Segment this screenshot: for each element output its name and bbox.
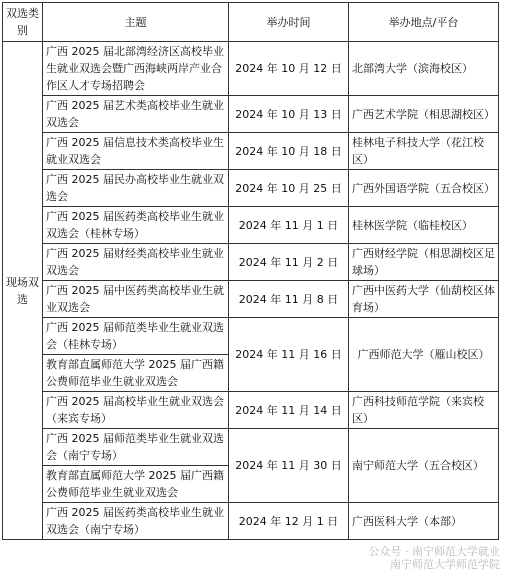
topic-cell: 广西 2025 届艺术类高校毕业生就业双选会 [43, 96, 229, 133]
header-date: 举办时间 [229, 3, 349, 42]
topic-cell: 广西 2025 届师范类毕业生就业双选会（桂林专场） [43, 318, 229, 355]
venue-cell: 南宁师范大学（五合校区） [349, 429, 499, 503]
topic-cell: 广西 2025 届中医药类高校毕业生就业双选会 [43, 281, 229, 318]
venue-cell: 桂林医学院（临桂校区） [349, 207, 499, 244]
venue-cell: 广西医科大学（本部） [349, 503, 499, 540]
date-cell: 2024 年 10 月 18 日 [229, 133, 349, 170]
watermark [369, 545, 501, 571]
topic-cell: 广西 2025 届北部湾经济区高校毕业生就业双选会暨广西海峡两岸产业合作区人才专场招聘会 [43, 42, 229, 96]
table-row [3, 170, 499, 207]
header-topic: 主题 [43, 3, 229, 42]
topic-cell: 广西 2025 届医药类高校毕业生就业双选会（桂林专场） [43, 207, 229, 244]
table-row [3, 207, 499, 244]
header-row [3, 3, 499, 42]
date-cell: 2024 年 11 月 16 日 [229, 318, 349, 392]
date-cell: 2024 年 11 月 30 日 [229, 429, 349, 503]
date-cell: 2024 年 11 月 2 日 [229, 244, 349, 281]
topic-cell: 广西 2025 届高校毕业生就业双选会（来宾专场） [43, 392, 229, 429]
topic-cell: 广西 2025 届财经类高校毕业生就业双选会 [43, 244, 229, 281]
table-row [3, 318, 499, 355]
topic-cell: 教育部直属师范大学 2025 届广西籍公费师范毕业生就业双选会 [43, 466, 229, 503]
watermark-line1: 公众号 · 南宁师范大学就业 [368, 545, 500, 558]
table-row [3, 244, 499, 281]
venue-cell: 广西师范大学（雁山校区） [349, 318, 499, 392]
venue-cell: 广西科技师范学院（来宾校区） [349, 392, 499, 429]
date-cell: 2024 年 10 月 13 日 [229, 96, 349, 133]
table-row [3, 503, 499, 540]
venue-cell: 广西外国语学院（五合校区） [349, 170, 499, 207]
topic-cell: 教育部直属师范大学 2025 届广西籍公费师范毕业生就业双选会 [43, 355, 229, 392]
watermark-line2: 南宁师范大学师范学院 [390, 558, 500, 571]
table-row [3, 96, 499, 133]
header-category: 双选类别 [3, 3, 43, 42]
events-table [2, 2, 499, 540]
table-row [3, 42, 499, 96]
topic-cell: 广西 2025 届信息技术类高校毕业生就业双选会 [43, 133, 229, 170]
date-cell: 2024 年 11 月 8 日 [229, 281, 349, 318]
table-row [3, 281, 499, 318]
date-cell: 2024 年 11 月 1 日 [229, 207, 349, 244]
topic-cell: 广西 2025 届师范类毕业生就业双选会（南宁专场） [43, 429, 229, 466]
venue-cell: 桂林电子科技大学（花江校区） [349, 133, 499, 170]
table-row [3, 392, 499, 429]
header-venue: 举办地点/平台 [349, 3, 499, 42]
topic-cell: 广西 2025 届民办高校毕业生就业双选会 [43, 170, 229, 207]
table-row [3, 133, 499, 170]
date-cell: 2024 年 11 月 14 日 [229, 392, 349, 429]
date-cell: 2024 年 10 月 12 日 [229, 42, 349, 96]
table-row [3, 429, 499, 466]
date-cell: 2024 年 10 月 25 日 [229, 170, 349, 207]
venue-cell: 广西艺术学院（相思湖校区） [349, 96, 499, 133]
date-cell: 2024 年 12 月 1 日 [229, 503, 349, 540]
topic-cell: 广西 2025 届医药类高校毕业生就业双选会（南宁专场） [43, 503, 229, 540]
venue-cell: 广西财经学院（相思湖校区足球场） [349, 244, 499, 281]
category-cell: 现场双选 [3, 42, 43, 540]
venue-cell: 广西中医药大学（仙葫校区体育场） [349, 281, 499, 318]
venue-cell: 北部湾大学（滨海校区） [349, 42, 499, 96]
